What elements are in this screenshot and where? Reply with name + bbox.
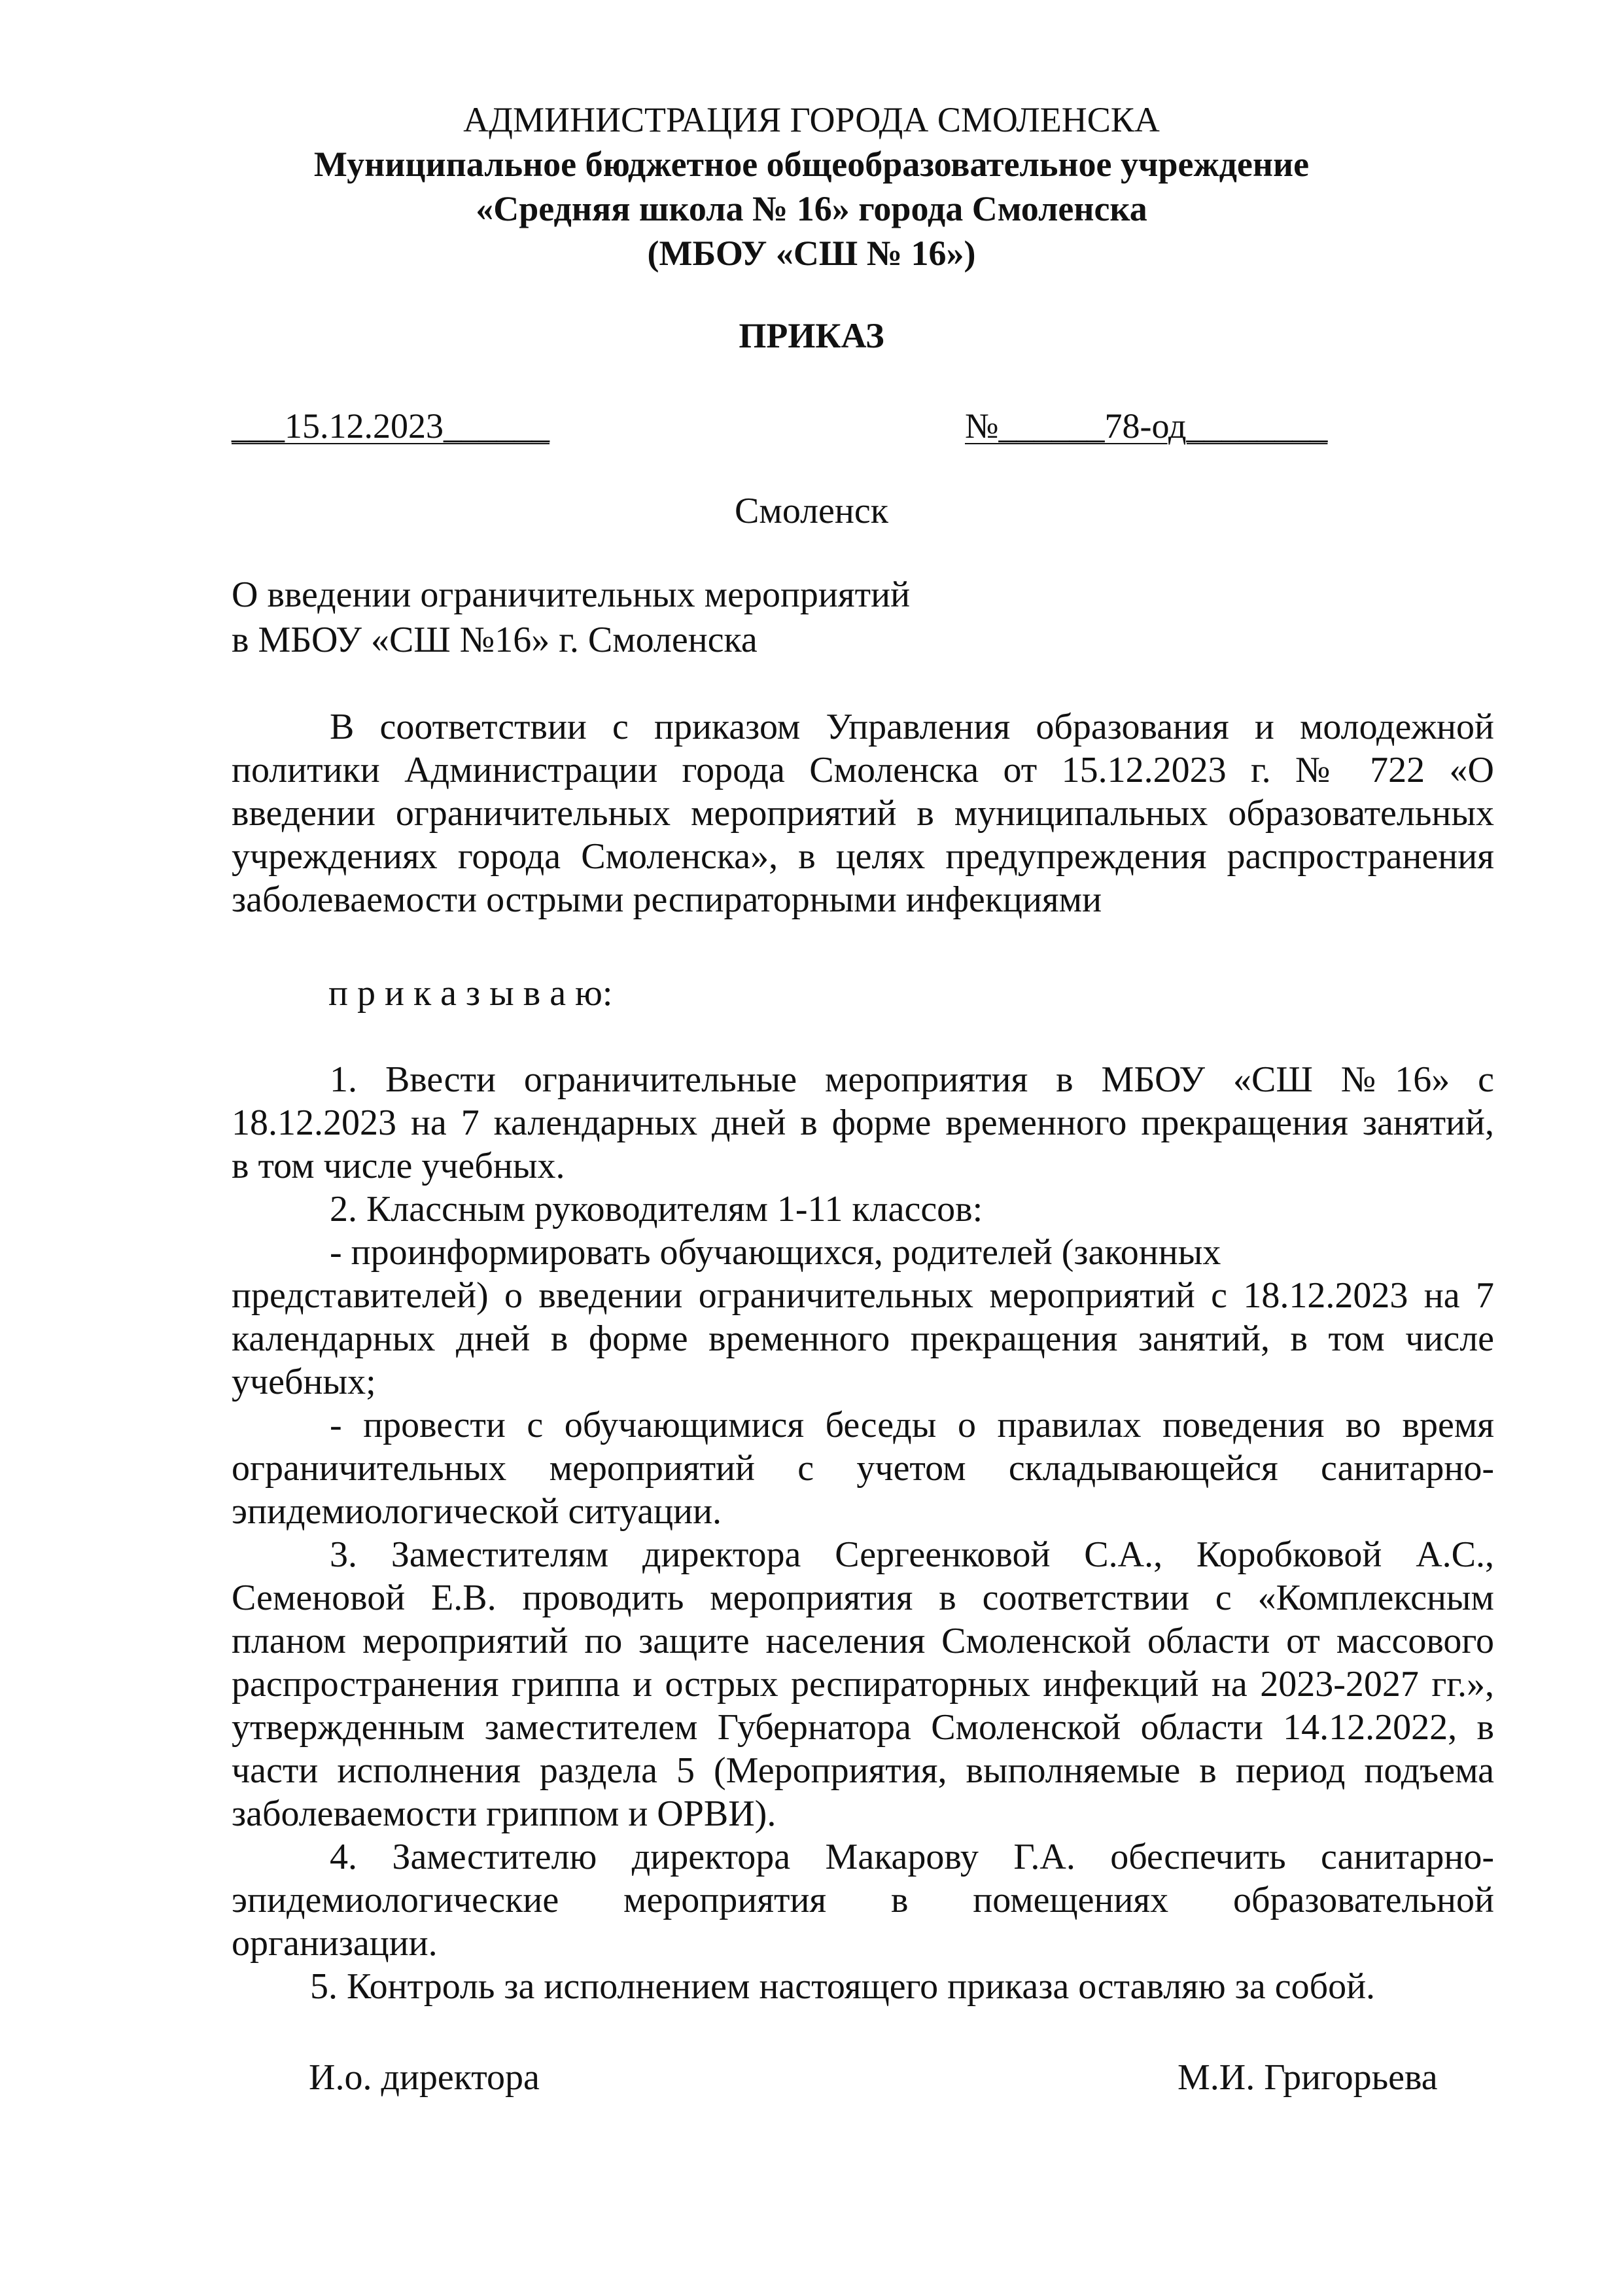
item-line: эпидемиологические мероприятия в помещениях образовательной — [232, 1880, 1494, 1920]
item-line: 2. Классным руководителям 1-11 классов: — [330, 1189, 983, 1229]
preamble-line: политики Администрации города Смоленска от 15.12.2023 г. № 722 «О — [232, 750, 1494, 790]
item-line: части исполнения раздела 5 (Мероприятия, выполняемые в период подъема — [232, 1750, 1494, 1791]
item-line: распространения гриппа и острых респираторных инфекций на 2023-2027 гг.», — [232, 1664, 1494, 1704]
item-line: учебных; — [232, 1362, 376, 1402]
preamble-line: В соответствии с приказом Управления образования и молодежной — [330, 707, 1494, 747]
item-line: представителей) о введении ограничительных мероприятий с 18.12.2023 на 7 — [232, 1275, 1494, 1316]
signature-name: М.И. Григорьева — [1178, 2057, 1438, 2098]
order-word: п р и к а з ы в а ю: — [328, 973, 613, 1014]
item-line: 3. Заместителям директора Сергеенковой С.А., Коробковой А.С., — [330, 1534, 1494, 1575]
preamble-line: учреждениях города Смоленска», в целях предупреждения распространения — [232, 836, 1494, 877]
order-date: ___15.12.2023______ — [232, 406, 550, 446]
item-line: - проинформировать обучающихся, родителей (законных — [330, 1232, 1221, 1273]
item-line: утвержденным заместителем Губернатора Смоленской области 14.12.2022, в — [232, 1707, 1494, 1748]
item-line: организации. — [232, 1923, 438, 1964]
item-line: ограничительных мероприятий с учетом складывающейся санитарно- — [232, 1448, 1494, 1489]
administration-name: АДМИНИСТРАЦИЯ ГОРОДА СМОЛЕНСКА — [463, 100, 1160, 139]
preamble-line: введении ограничительных мероприятий в муниципальных образовательных — [232, 793, 1494, 834]
item-line: планом мероприятий по защите населения Смоленской области от массового — [232, 1621, 1494, 1661]
item-line: 18.12.2023 на 7 календарных дней в форме временного прекращения занятий, — [232, 1103, 1494, 1143]
subject-line-2: в МБОУ «СШ №16» г. Смоленска — [232, 620, 758, 660]
order-number: №______78-од________ — [965, 406, 1328, 446]
item-line: эпидемиологической ситуации. — [232, 1491, 722, 1532]
organization-school-name: «Средняя школа № 16» города Смоленска — [476, 189, 1147, 228]
item-line: 1. Ввести ограничительные мероприятия в МБОУ «СШ №16» с — [330, 1059, 1494, 1100]
item-line: - провести с обучающимися беседы о правилах поведения во время — [330, 1405, 1494, 1445]
item-line: 5. Контроль за исполнением настоящего приказа оставляю за собой. — [310, 1966, 1376, 2007]
organization-full-name: Муниципальное бюджетное общеобразовательное учреждение — [313, 145, 1310, 184]
item-line: Семеновой Е.В. проводить мероприятия в соответствии с «Комплексным — [232, 1578, 1494, 1618]
signature-position: И.о. директора — [309, 2057, 540, 2098]
city-name: Смоленск — [735, 491, 888, 531]
item-line: календарных дней в форме временного прекращения занятий, в том числе — [232, 1318, 1494, 1359]
subject-line-1: О введении ограничительных мероприятий — [232, 574, 911, 615]
organization-short-name: (МБОУ «СШ № 16») — [647, 234, 976, 273]
document-title: ПРИКАЗ — [739, 316, 884, 355]
item-line: 4. Заместителю директора Макарову Г.А. обеспечить санитарно- — [330, 1837, 1494, 1877]
item-line: заболеваемости гриппом и ОРВИ). — [232, 1793, 777, 1834]
preamble-line: заболеваемости острыми респираторными инфекциями — [232, 879, 1102, 920]
item-line: в том числе учебных. — [232, 1146, 565, 1186]
